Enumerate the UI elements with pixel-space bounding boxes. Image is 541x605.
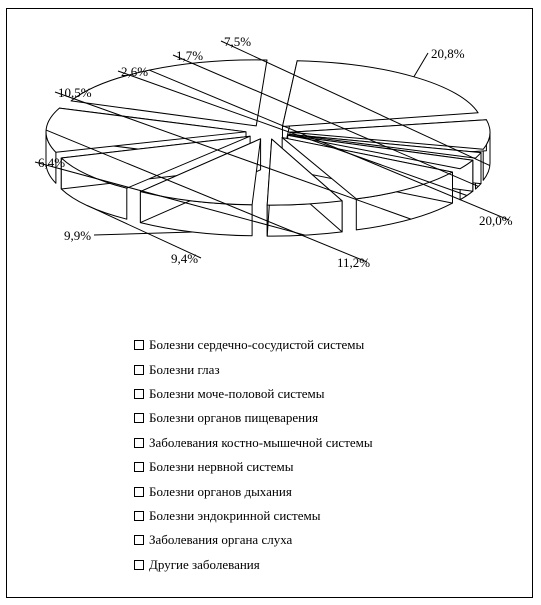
data-label: 2,6%: [121, 64, 149, 79]
legend-label: Другие заболевания: [149, 556, 260, 572]
data-label: 20,0%: [479, 213, 513, 228]
legend-item: [134, 504, 373, 528]
legend-swatch: [134, 365, 144, 375]
legend-item: [134, 553, 373, 577]
legend-label: Болезни органов дыхания: [149, 483, 292, 499]
legend-swatch: [134, 413, 144, 423]
legend-label: Болезни органов пищеварения: [149, 410, 319, 426]
legend-item: [134, 479, 373, 503]
chart-legend: [134, 333, 373, 577]
legend-item: [134, 333, 373, 357]
legend-item: [134, 382, 373, 406]
legend-swatch: [134, 487, 144, 497]
leader-line: [94, 232, 193, 235]
legend-swatch: [134, 560, 144, 570]
legend-item: [134, 357, 373, 381]
legend-item: [134, 431, 373, 455]
data-label: 20,8%: [431, 46, 465, 61]
legend-swatch: [134, 535, 144, 545]
leader-line: [414, 53, 428, 77]
data-label: 7,5%: [224, 34, 252, 49]
pie-slices: [46, 60, 490, 236]
legend-label: Заболевания костно-мышечной системы: [149, 434, 373, 450]
legend-label: Болезни глаз: [149, 361, 220, 377]
legend-swatch: [134, 340, 144, 350]
slice-top: [282, 61, 478, 127]
legend-label: Болезни нервной системы: [149, 459, 294, 475]
data-label: 1,7%: [176, 48, 204, 63]
data-label: 9,9%: [64, 228, 92, 243]
legend-label: Болезни моче-половой системы: [149, 385, 325, 401]
legend-label: Заболевания органа слуха: [149, 532, 293, 548]
legend-swatch: [134, 511, 144, 521]
data-label: 11,2%: [337, 255, 371, 270]
legend-swatch: [134, 462, 144, 472]
legend-label: Болезни сердечно-сосудистой системы: [149, 337, 365, 353]
legend-item: [134, 528, 373, 552]
legend-swatch: [134, 438, 144, 448]
legend-item: [134, 455, 373, 479]
legend-swatch: [134, 389, 144, 399]
legend-label: Болезни эндокринной системы: [149, 507, 321, 523]
legend-item: [134, 406, 373, 430]
data-label: 6,4%: [38, 155, 66, 170]
data-label: 10,5%: [58, 85, 92, 100]
data-label: 9,4%: [171, 251, 199, 266]
